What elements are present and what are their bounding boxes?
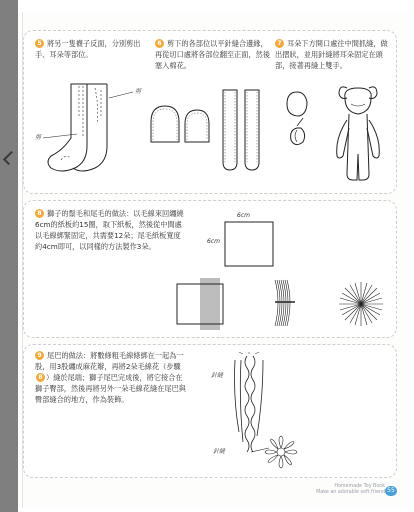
- page-footer: [299, 484, 385, 496]
- step-8: [35, 208, 187, 252]
- step-6: [155, 38, 273, 71]
- page-number-badge: 55: [385, 486, 397, 496]
- step-number-badge: 9: [35, 351, 44, 360]
- step-number-badge: 7: [275, 39, 284, 48]
- step-number-badge: 6: [155, 39, 164, 48]
- footer-title: Homemade Toy Book: [334, 484, 385, 489]
- footer-subtitle: Make an adorable soft friend: [316, 490, 385, 495]
- step-9-text-2: ）縫於尾端；獅子尾巴完成後，將它接合在獅子臀部，然後再將另外一朵毛線花縫在尾巴與臀部縫合的地方，作為裝飾。: [35, 373, 186, 404]
- sock-cutting-illustration: [37, 76, 147, 184]
- step-number-badge: 8: [35, 209, 44, 218]
- width-6cm-label: 6cm: [237, 212, 250, 219]
- height-6cm-label: 6cm: [207, 238, 220, 245]
- yarn-wrap-steps-illustration: [171, 274, 397, 332]
- cut-label: 剪: [35, 134, 42, 141]
- step-9-text-1: 尾巴的做法：將數條粗毛線條綁在一起為一股，用3股纏成麻花辮，再將2朵毛線花（步驟: [35, 351, 184, 371]
- cut-label: 剪: [135, 88, 142, 95]
- stitched-parts-illustration: [145, 82, 275, 182]
- left-gutter: [0, 0, 18, 512]
- stitch-label-top: 針縫: [211, 372, 224, 379]
- ear-attach-illustration: [273, 78, 393, 188]
- step-8-text: 獅子的鬃毛和尾毛的做法：以毛線來回纏繞6cm的紙板約15圈，取下紙板，然後從中間處以毛線綁緊固定，共需要12朵；尾毛紙板寬度約4cm即可，以同樣的方法製作3朵。: [35, 209, 184, 251]
- step-6-text: 剪下的各部位以平針縫合邊緣，再從切口處將各部位翻至正面，然後塞入棉花。: [155, 39, 271, 70]
- step-5-text: 將另一隻襪子反面，分別剪出手、耳朵等部位。: [35, 39, 141, 59]
- step-number-badge: 5: [35, 39, 44, 48]
- step-5: [35, 38, 145, 60]
- step-7-text: 耳朵下方開口處往中間抓縫，做出摺狀，並用針縫將耳朵固定在頭部，接著再縫上雙手。: [275, 39, 388, 70]
- cardboard-square-illustration: [219, 216, 279, 272]
- step-reference-badge: 8: [36, 373, 45, 382]
- stitch-label-bottom: 針縫: [213, 448, 226, 455]
- step-9: [35, 350, 187, 405]
- book-page: [22, 12, 409, 508]
- page-turn-chevron-icon: [3, 151, 17, 165]
- step-7: [275, 38, 391, 71]
